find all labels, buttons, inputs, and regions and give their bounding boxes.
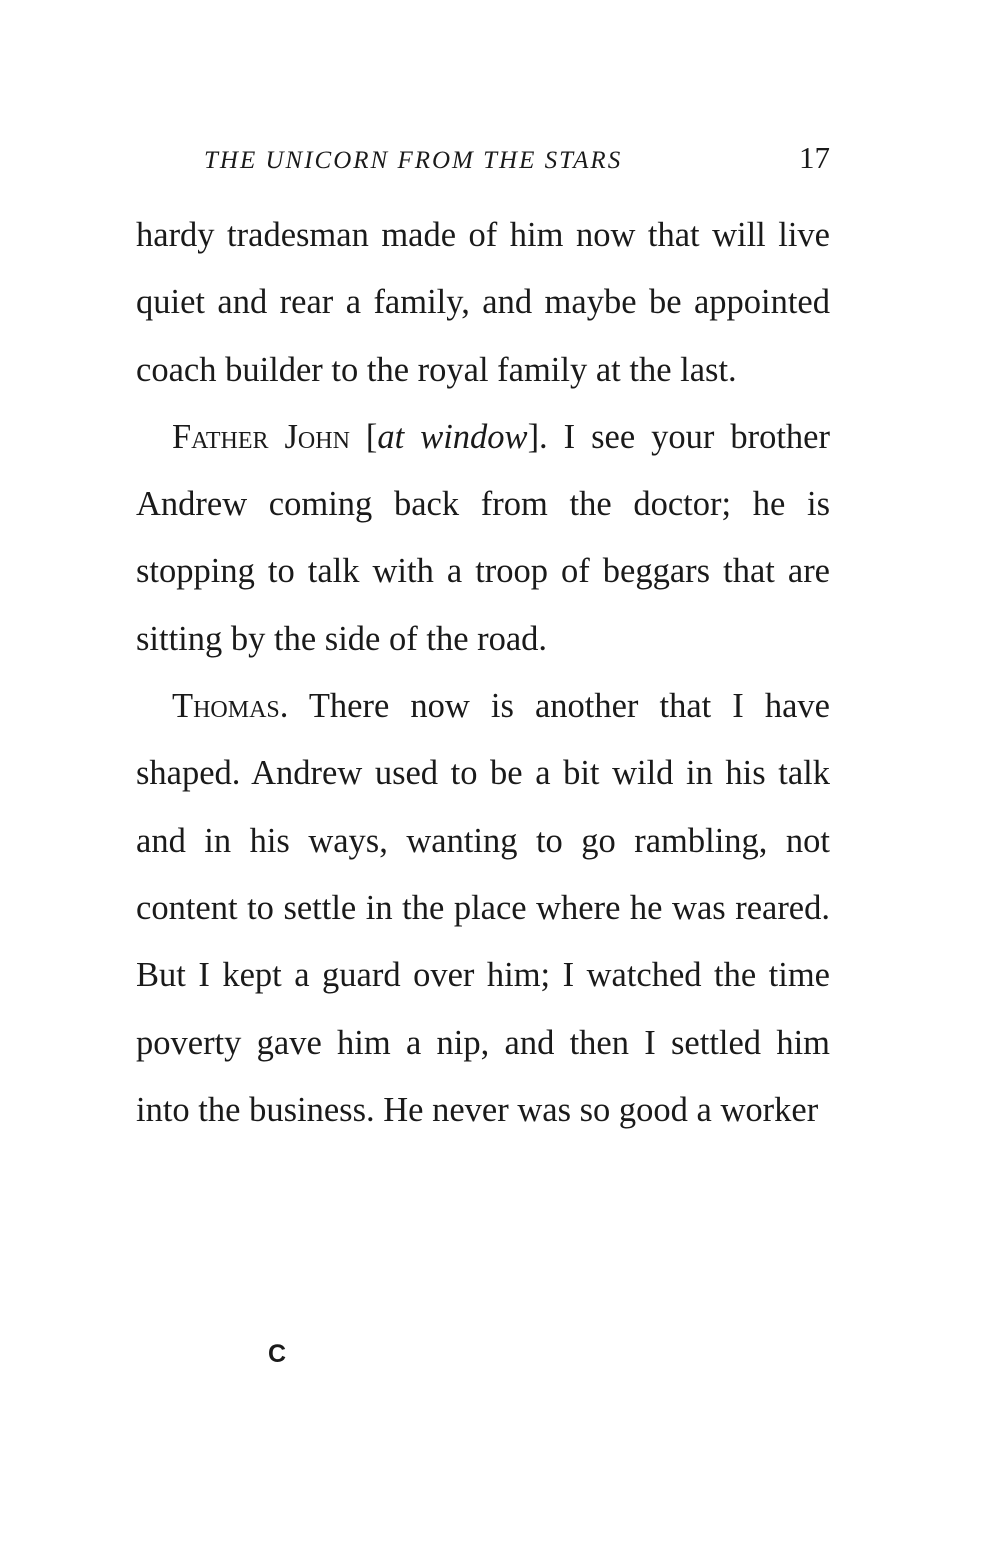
speech-text: I see your brother Andrew coming back from the doctor; he is stopping to talk with a troop of beggars that are sitting by the side of the road. xyxy=(136,417,830,658)
speaker-thomas: Thomas. xyxy=(172,687,289,726)
paragraph-father-john xyxy=(136,404,830,673)
running-header xyxy=(136,140,830,184)
stage-direction: at window xyxy=(377,417,528,456)
speaker-father-john: Father John xyxy=(172,417,350,456)
speech-text: There now is another that I have shaped. Andrew used to be a bit wild in his talk and in his ways, wanting to go rambling, not content to settle in the place where he was reared. But I kept a guard over him; I watched the time poverty gave him a nip, and then I settled him into the business. He never was so good a worker xyxy=(136,687,830,1129)
paragraph-continuation xyxy=(136,202,830,404)
page-number: 17 xyxy=(799,140,830,175)
running-title: THE UNICORN FROM THE STARS xyxy=(204,147,623,174)
paragraph-text: hardy tradesman made of him now that will live quiet and rear a family, and maybe be appointed coach builder to the royal family at the last. xyxy=(136,216,830,389)
signature-mark: C xyxy=(268,1340,287,1368)
bracket-close: ]. xyxy=(527,417,564,456)
paragraph-thomas xyxy=(136,673,830,1144)
bracket-open: [ xyxy=(349,417,378,456)
body-text xyxy=(136,202,830,1144)
